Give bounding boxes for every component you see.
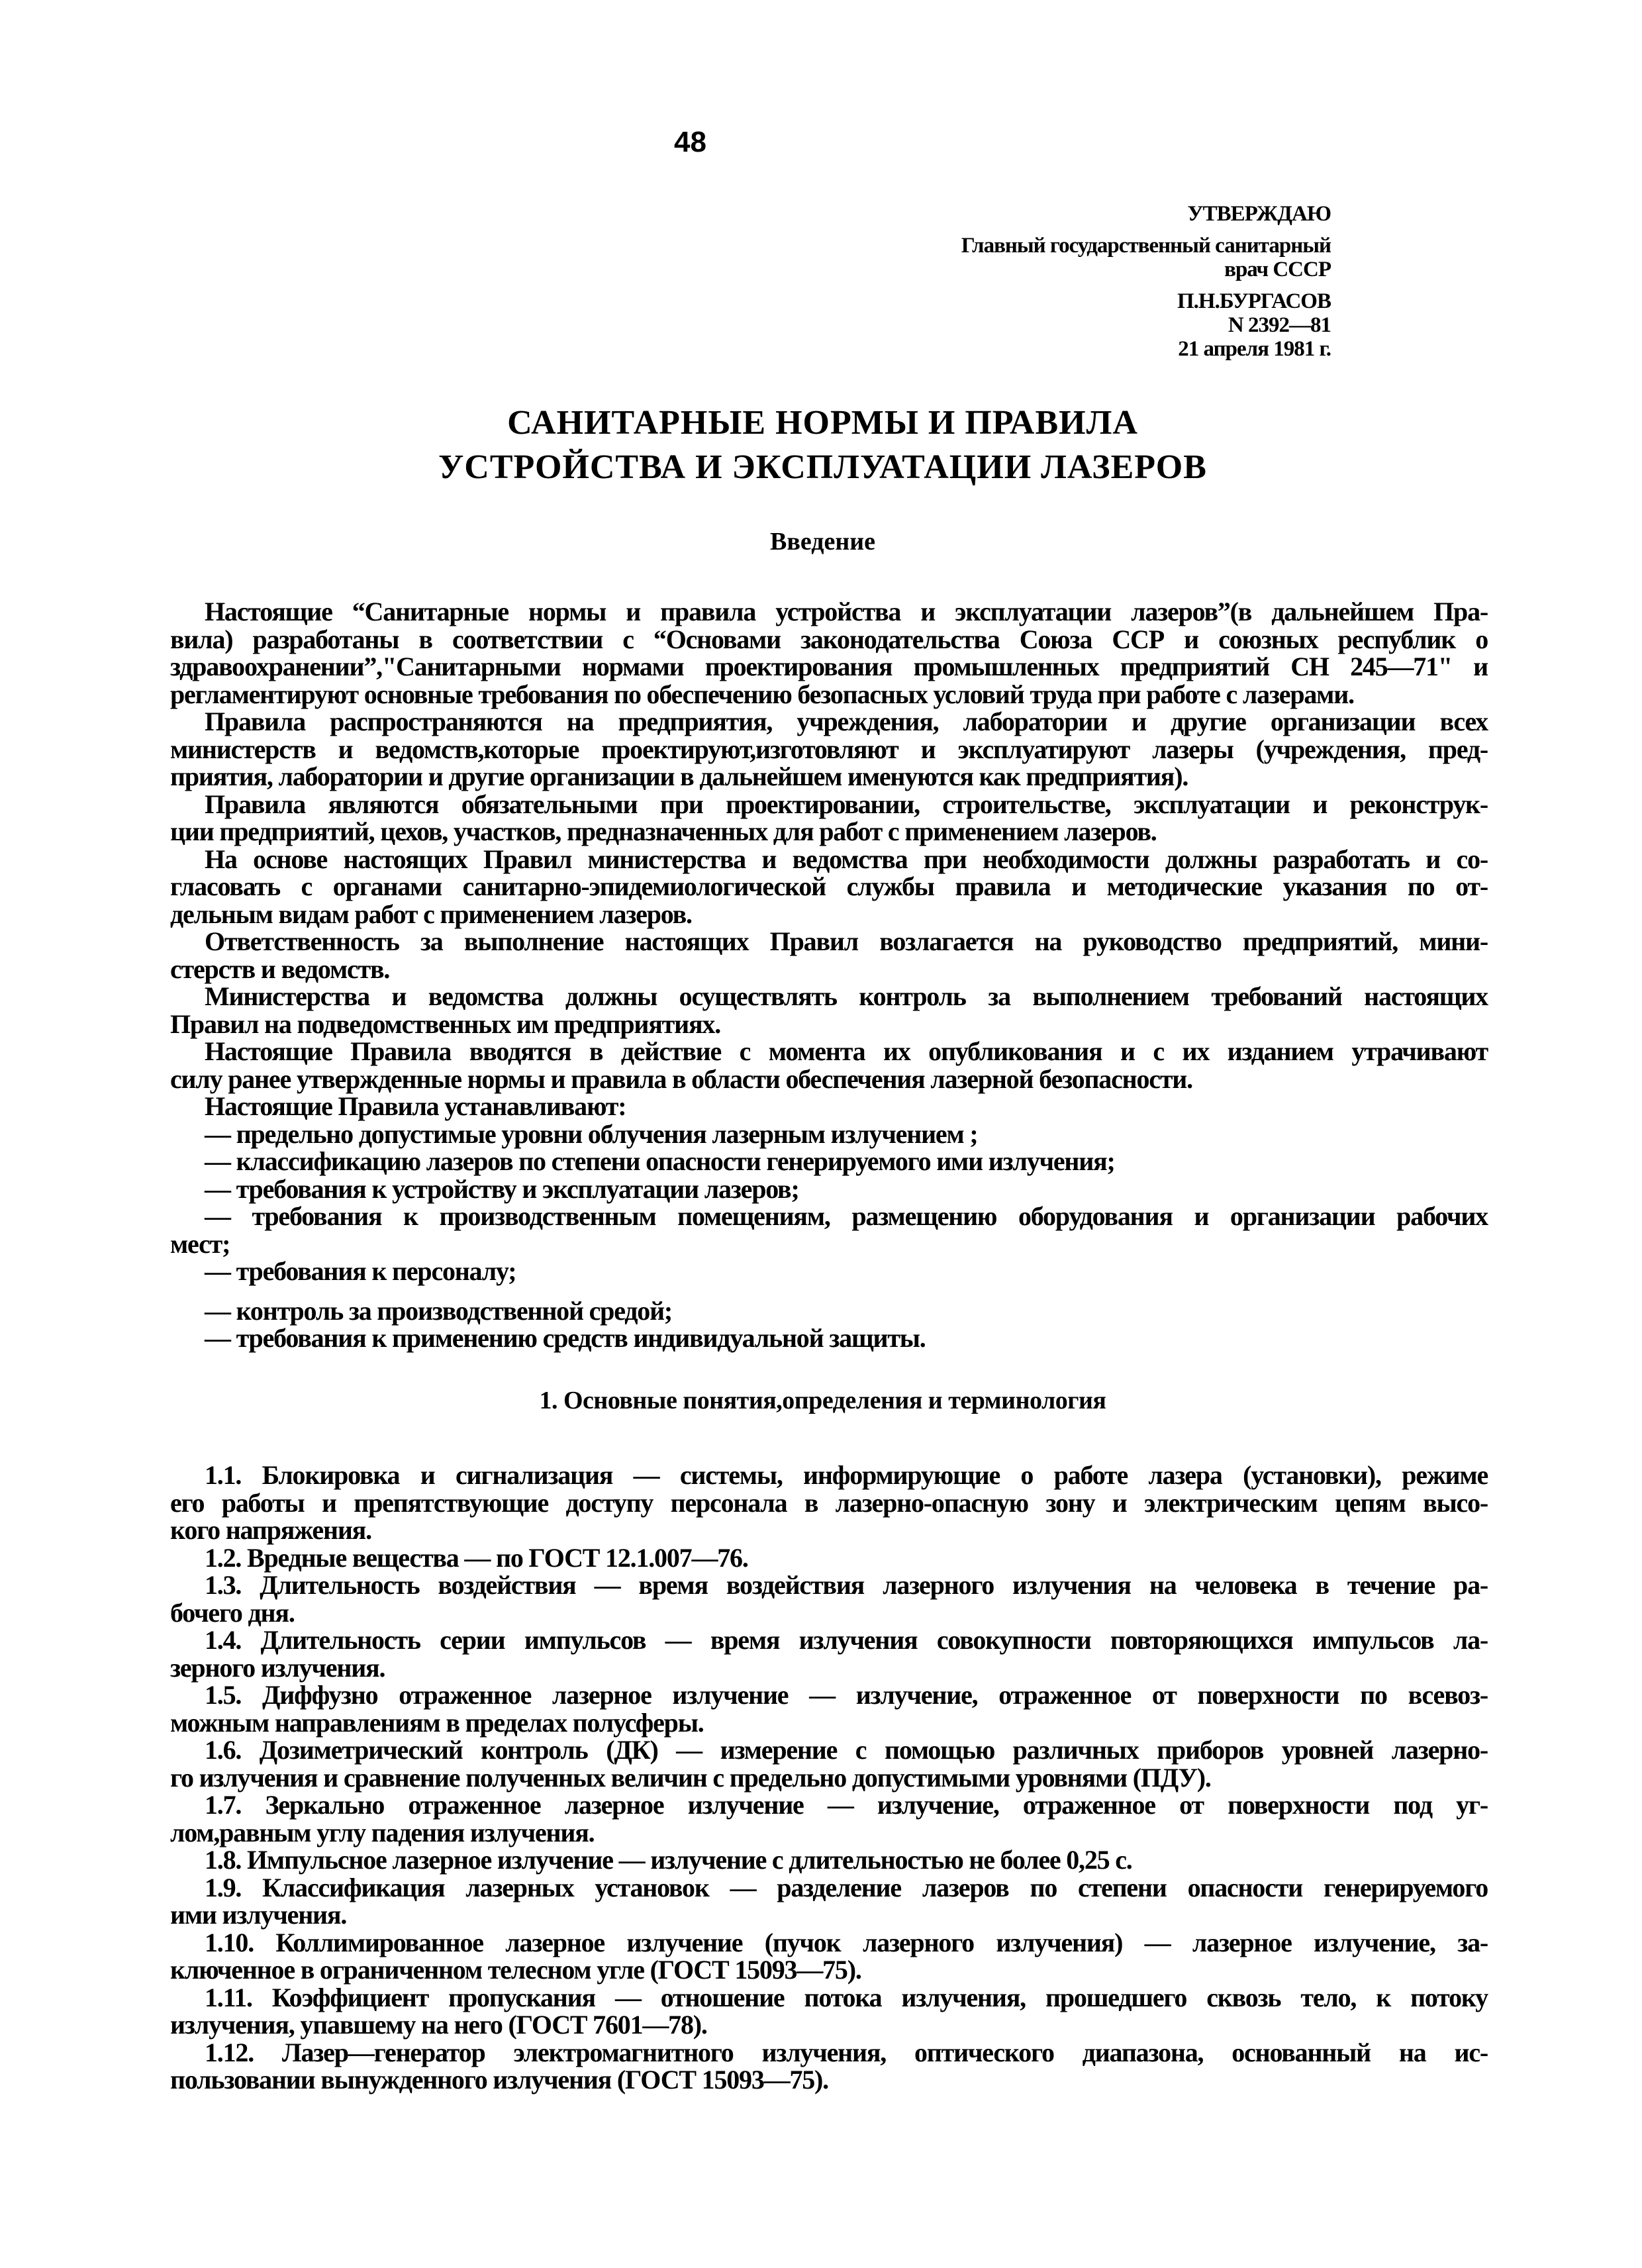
text-line: го излучения и сравнение полученных величин с предельно допустимыми уровнями (ПДУ). xyxy=(170,1762,1211,1793)
text-line: Ответственность за выполнение настоящих Правил возлагается на руководство предприятий, мини- xyxy=(205,926,1488,956)
text-line: ими излучения. xyxy=(170,1900,347,1930)
paragraph xyxy=(170,708,1488,791)
text-line: — предельно допустимые уровни облучения лазерным излучением ; xyxy=(205,1118,978,1149)
text-line: излучения, упавшему на него (ГОСТ 7601—78). xyxy=(170,2010,707,2040)
text-line: пользовании вынужденного излучения (ГОСТ 15093—75). xyxy=(170,2065,828,2095)
paragraph xyxy=(170,1175,1488,1203)
paragraph xyxy=(170,1203,1488,1257)
paragraph xyxy=(170,791,1488,846)
text-line: бочего дня. xyxy=(170,1597,295,1628)
approval-date: 21 апреля 1981 г. xyxy=(1178,337,1331,361)
text-line: силу ранее утвержденные нормы и правила в области обеспечения лазерной безопасности. xyxy=(170,1063,1192,1094)
text-line: На основе настоящих Правил министерства и ведомства при необходимости должны разработать и со- xyxy=(205,844,1488,874)
text-line: 1.3. Длительность воздействия — время воздействия лазерного излучения на человека в течение ра- xyxy=(205,1570,1488,1600)
paragraph xyxy=(170,1736,1488,1791)
text-line: его работы и препятствующие доступу персонала в лазерно-опасную зону и электрическим цепям высо- xyxy=(170,1487,1488,1518)
paragraph xyxy=(170,1929,1488,1984)
text-line: регламентируют основные требования по обеспечению безопасных условий труда при работе с лазерами. xyxy=(170,679,1354,709)
approval-block xyxy=(961,202,1331,361)
paragraph xyxy=(170,1093,1488,1120)
text-line: — контроль за производственной средой; xyxy=(205,1295,673,1326)
text-line: 1.8. Импульсное лазерное излучение — излучение с длительностью не более 0,25 с. xyxy=(205,1845,1132,1875)
text-line: ции предприятий, цехов, участков, предназначенных для работ с применением лазеров. xyxy=(170,816,1157,846)
text-line: здравоохранении”,"Санитарными нормами проектирования промышленных предприятий СН 245—71" и xyxy=(170,652,1488,681)
text-line: вила) разработаны в соответствии с “Основами законодательства Союза ССР и союзных республик о xyxy=(170,624,1488,654)
text-line: стерств и ведомств. xyxy=(170,954,390,984)
approval-position-line2: врач СССР xyxy=(1224,258,1331,281)
text-line: 1.2. Вредные вещества — по ГОСТ 12.1.007—76. xyxy=(205,1542,748,1573)
paragraph xyxy=(170,1571,1488,1626)
page-number: 48 xyxy=(674,126,706,158)
paragraph xyxy=(170,1324,1488,1352)
paragraph xyxy=(170,1791,1488,1846)
paragraph xyxy=(170,1257,1488,1285)
text-line: можным направлениям в пределах полусферы. xyxy=(170,1707,704,1738)
text-line: 1.7. Зеркально отраженное лазерное излучение — излучение, отраженное от поверхности под уг- xyxy=(205,1790,1488,1820)
paragraph xyxy=(170,1038,1488,1093)
approval-name: П.Н.БУРГАСОВ xyxy=(1177,289,1331,313)
text-line: министерств и ведомств,которые проектируют,изготовляют и эксплуатируют лазеры (учреждения, пред- xyxy=(170,734,1488,764)
approval-position-line1: Главный государственный санитарный xyxy=(961,234,1331,258)
text-line: мест; xyxy=(170,1228,230,1259)
paragraph xyxy=(170,846,1488,928)
paragraph xyxy=(170,1846,1488,1874)
paragraph xyxy=(170,1297,1488,1325)
text-line: 1.6. Дозиметрический контроль (ДК) — измерение с помощью различных приборов уровней лазерно- xyxy=(205,1735,1488,1765)
text-line: зерного излучения. xyxy=(170,1652,385,1683)
paragraph xyxy=(170,1681,1488,1736)
paragraph xyxy=(170,1461,1488,1544)
text-line: Правила являются обязательными при проектировании, строительстве, эксплуатации и реконструк- xyxy=(205,789,1488,819)
text-line: — требования к производственным помещениям, размещению оборудования и организации рабочих xyxy=(205,1201,1488,1231)
paragraph xyxy=(170,983,1488,1038)
paragraph xyxy=(170,1874,1488,1929)
approval-heading: УТВЕРЖДАЮ xyxy=(1187,202,1331,226)
intro-body xyxy=(170,598,1488,1352)
paragraph xyxy=(170,2039,1488,2094)
paragraph xyxy=(170,1626,1488,1681)
text-line: Настоящие Правила устанавливают: xyxy=(205,1091,626,1121)
text-line: — требования к персоналу; xyxy=(205,1256,516,1286)
document-title xyxy=(0,401,1642,489)
title-line-2: УСТРОЙСТВА И ЭКСПЛУАТАЦИИ ЛАЗЕРОВ xyxy=(438,448,1207,486)
approval-number: N 2392—81 xyxy=(1228,313,1331,337)
intro-heading: Введение xyxy=(770,528,875,556)
paragraph xyxy=(170,1544,1488,1572)
paragraph xyxy=(170,1120,1488,1148)
text-line: Настоящие “Санитарные нормы и правила устройства и эксплуатации лазеров”(в дальнейшем Пра- xyxy=(205,597,1488,626)
text-line: 1.9. Классификация лазерных установок — разделение лазеров по степени опасности генерируемого xyxy=(205,1872,1488,1902)
text-line: ключенное в ограниченном телесном угле (ГОСТ 15093—75). xyxy=(170,1955,861,1985)
text-line: Настоящие Правила вводятся в действие с момента их опубликования и с их изданием утрачивают xyxy=(205,1036,1488,1066)
text-line: приятия, лаборатории и другие организации в дальнейшем именуются как предприятия). xyxy=(170,762,1188,791)
paragraph xyxy=(170,928,1488,983)
text-line: — требования к применению средств индивидуальной защиты. xyxy=(205,1323,926,1353)
section-1-body xyxy=(170,1461,1488,2094)
paragraph xyxy=(170,1148,1488,1175)
text-line: 1.12. Лазер—генератор электромагнитного излучения, оптического диапазона, основанный на ис- xyxy=(205,2037,1488,2067)
paragraph xyxy=(170,598,1488,708)
text-line: Правил на подведомственных им предприятиях. xyxy=(170,1009,721,1039)
text-line: кого напряжения. xyxy=(170,1515,371,1545)
text-line: 1.4. Длительность серии импульсов — время излучения совокупности повторяющихся импульсов ла- xyxy=(205,1625,1488,1655)
text-line: лом,равным углу падения излучения. xyxy=(170,1817,595,1848)
paragraph xyxy=(170,1984,1488,2039)
text-line: гласовать с органами санитарно-эпидемиологической службы правила и методические указания по от- xyxy=(170,871,1488,901)
text-line: 1.11. Коэффициент пропускания — отношение потока излучения, прошедшего сквозь тело, к потоку xyxy=(205,1982,1488,2012)
text-line: Министерства и ведомства должны осуществлять контроль за выполнением требований настоящих xyxy=(205,981,1488,1011)
text-line: — классификацию лазеров по степени опасности генерируемого ими излучения; xyxy=(205,1146,1115,1176)
text-line: Правила распространяются на предприятия, учреждения, лаборатории и другие организации всех xyxy=(205,707,1488,736)
section-1-heading: 1. Основные понятия,определения и терминология xyxy=(539,1387,1106,1414)
text-line: 1.5. Диффузно отраженное лазерное излучение — излучение, отраженное от поверхности по всевоз- xyxy=(205,1680,1488,1710)
text-line: — требования к устройству и эксплуатации лазеров; xyxy=(205,1173,799,1204)
text-line: 1.1. Блокировка и сигнализация — системы, информирующие о работе лазера (установки), режиме xyxy=(205,1460,1488,1490)
text-line: 1.10. Коллимированное лазерное излучение (пучок лазерного излучения) — лазерное излучение, за- xyxy=(205,1927,1488,1957)
title-line-1: САНИТАРНЫЕ НОРМЫ И ПРАВИЛА xyxy=(507,404,1138,442)
text-line: дельным видам работ с применением лазеров. xyxy=(170,899,692,929)
